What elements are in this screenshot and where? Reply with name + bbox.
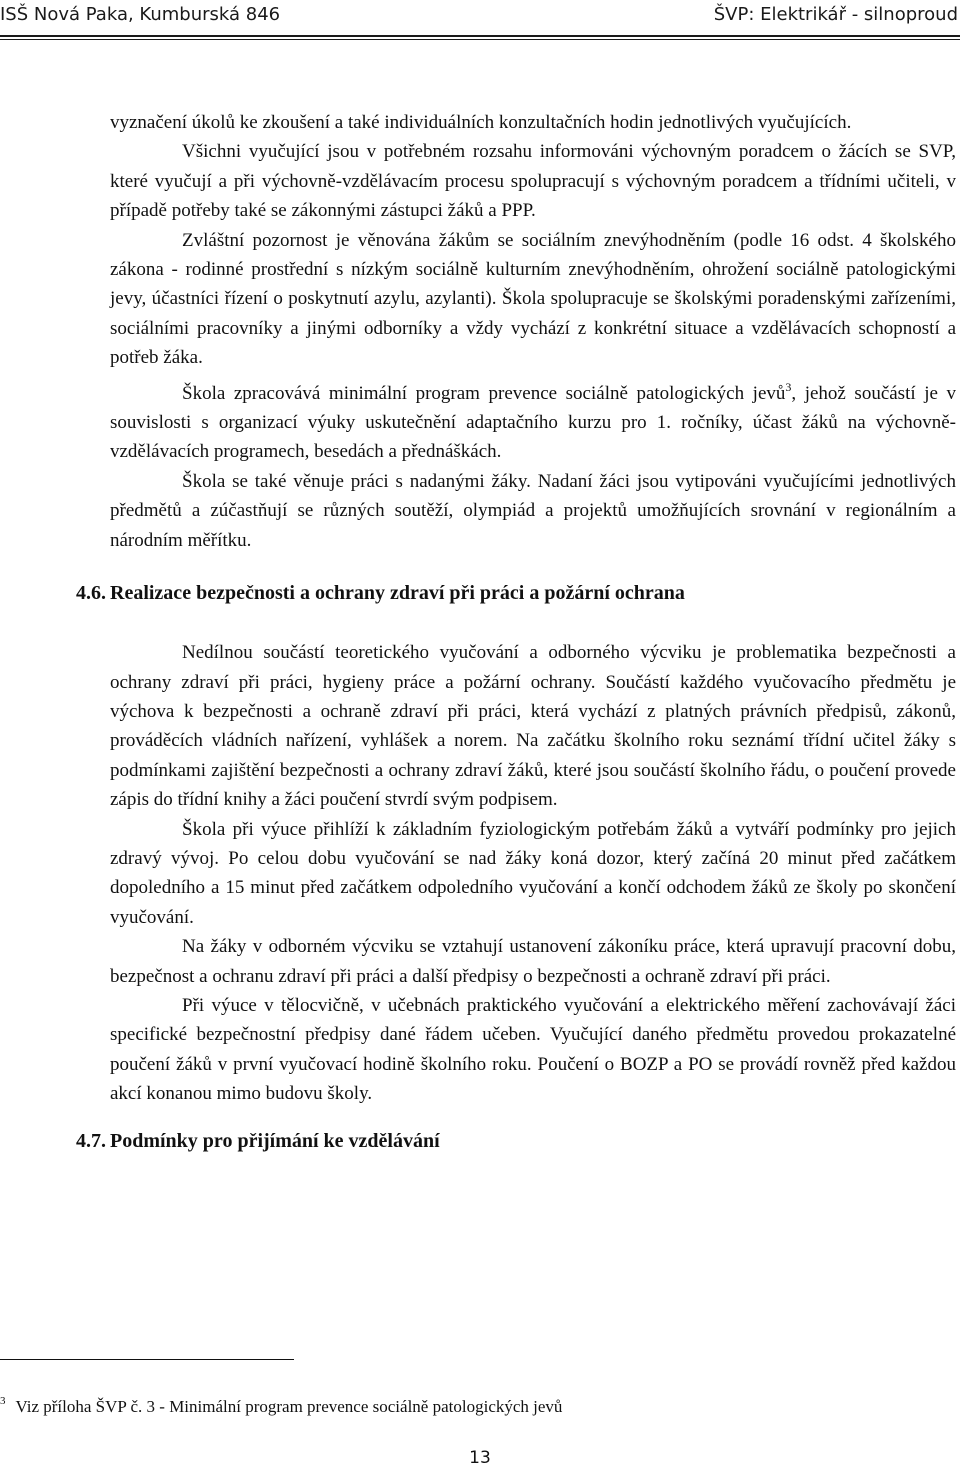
section-number: 4.7.: [76, 1129, 106, 1152]
footnote-text: Viz příloha ŠVP č. 3 - Minimální program prevence sociálně patologických jevů: [15, 1397, 563, 1416]
document-body: [76, 108, 956, 1156]
paragraph-social-disadvantage: Zvláštní pozornost je věnována žákům se sociálním znevýhodněním (podle 16 odst. 4 školského zákona - rodinné prostřední s nízkým sociálně kulturním znevýhodněním, ohrožení sociálně patologickými jevy, účastníci řízení o poskytnutí azylu, azylanti). Škola spolupracuje se školskými poradenskými zařízeními, sociálními pracovníky a jinými odborníky a vždy vychází z konkrétní situace a vzdělávacích schopností a potřeb žáka.: [110, 229, 956, 369]
section-heading-4-6: [76, 579, 956, 608]
paragraph-physiological-needs: Škola při výuce přihlíží k základním fyziologickým potřebám žáků a vytváří podmínky pro jejich zdravý vývoj. Po celou dobu vyučování se nad žáky koná dozor, který začíná 20 minut před začátkem dopoledního a 15 minut před začátkem odpoledního vyučování a končí odchodem žáků ze školy po skončení vyučování.: [110, 818, 956, 928]
page-number: 13: [469, 1448, 491, 1468]
header-rule: [0, 35, 960, 37]
footnote: [0, 1395, 900, 1417]
paragraph-vocational-training: Na žáky v odborném výcviku se vztahují ustanovení zákoníku práce, která upravují pracovní dobu, bezpečnost a ochranu zdraví při práci a další předpisy o bezpečnosti a ochraně zdraví při práci.: [110, 936, 956, 987]
footnote-separator: [0, 1359, 294, 1360]
paragraph-svp: Všichni vyučující jsou v potřebném rozsahu informováni výchovným poradcem o žácích se SVP, které vyučují a při výchovně-vzdělávacím procesu spolupracují s výchovným poradcem a třídními učiteli, v případě potřeby také se zákonnými zástupci žáků a PPP.: [110, 141, 956, 222]
paragraph-continued: vyznačení úkolů ke zkoušení a také individuálních konzultačních hodin jednotlivých vyučujících.: [110, 112, 852, 133]
header-program: ŠVP: Elektrikář - silnoproud: [713, 4, 958, 25]
paragraph-safety-rules: Při výuce v tělocvičně, v učebnách praktického vyučování a elektrického měření zachovávají žáci specifické bezpečnostní předpisy dané řádem učeben. Vyučující daného předmětu provedou prokazatelné poučení žáků v první vyučovací hodině školního roku. Poučení o BOZP a PO se provádí rovněž před každou akcí konanou mimo budovu školy.: [110, 994, 956, 1105]
header-school: ISŠ Nová Paka, Kumburská 846: [0, 4, 281, 25]
paragraph-gifted-students: Škola se také věnuje práci s nadanými žáky. Nadaní žáci jsou vytipováni vyučujícími jednotlivých předmětů a zúčastňují se různých soutěží, olympiád a projektů umožňujících srovnání v regionálním a národním měřítku.: [110, 470, 956, 551]
prevention-text-start: Škola zpracovává minimální program prevence sociálně patologických jevů: [182, 382, 786, 404]
page-header: [0, 0, 960, 33]
prevention-text-end: , jehož součástí je v souvislosti s organizací výuky uskutečnění adaptačního kurzu pro 1. ročníky, účast žáků na výchovně-vzdělávacích programech, besedách a přednáškách.: [110, 382, 956, 463]
section-title: Podmínky pro přijímání ke vzdělávání: [110, 1129, 440, 1152]
footnote-mark: 3: [0, 1395, 6, 1407]
section-number: 4.6.: [76, 582, 106, 605]
section-title: Realizace bezpečnosti a ochrany zdraví při práci a požární ochrana: [110, 582, 685, 605]
section-heading-4-7: [76, 1127, 956, 1156]
paragraph-prevention-program: [110, 373, 956, 467]
footnote-reference[interactable]: 3: [785, 379, 792, 394]
paragraph-bozp-intro: Nedílnou součástí teoretického vyučování a odborného výcviku je problematika bezpečnosti a ochrany zdraví při práci, hygieny práce a požární ochrany. Součástí každého vyučovacího předmětu je výchova k bezpečnosti a ochraně zdraví při práci, která vychází z platných právních předpisů, zákonů, prováděcích vládních nařízení, vyhlášek a norem. Na začátku školního roku seznámí třídní učitel žáky s podmínkami zajištění bezpečnosti a ochrany zdraví žáků, které jsou součástí školního řádu, o poučení provede zápis do třídní knihy a žáci poučení stvrdí svým podpisem.: [110, 642, 956, 811]
header-rule-thin: [0, 39, 960, 40]
